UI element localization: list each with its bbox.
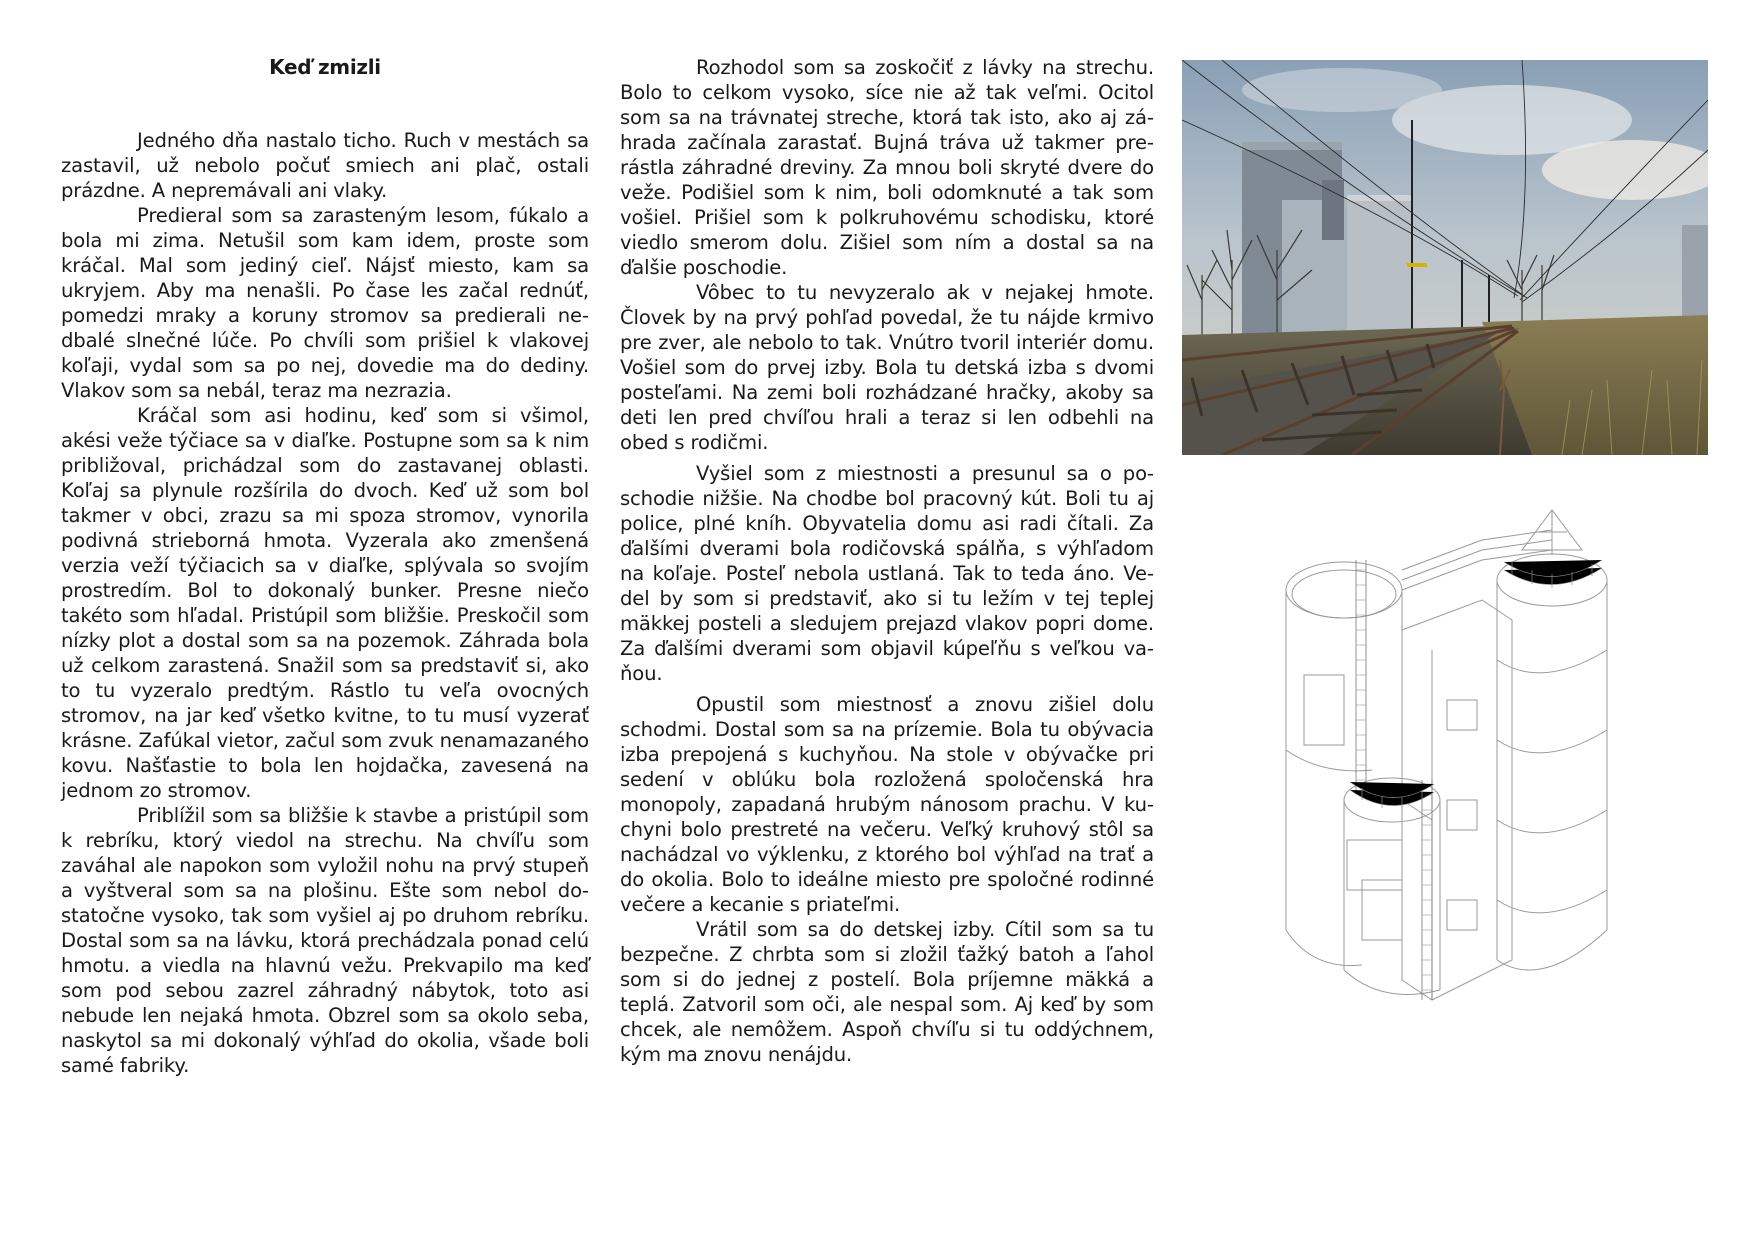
railway-photo bbox=[1182, 60, 1708, 455]
paragraph: Jedného dňa nastalo ticho. Ruch v mestách sa zastavil, už nebolo počuť smiech ani plač, ostali prázdne. A nepremávali ani vlaky. bbox=[61, 129, 589, 202]
building-drawing bbox=[1282, 500, 1642, 1025]
paragraph: Vyšiel som z miestnosti a presunul sa o poschodie nižšie. Na chodbe bol pracovný kút. Boli tu aj police, plné kníh. Obyvatelia domu asi radi čítali. Za ďalšími dverami bola rodičovská spálňa, s výhľadom na koľaje. Posteľ nebola ustlaná. Tak to teda áno. Vedel by som si predstaviť, ako si tu ležím v tej teplej mäkkej posteli a sledujem prejazd vlakov popri dome. Za ďalšími dverami som objavil kúpeľňu s veľkou vaňou. bbox=[620, 462, 1154, 685]
page-title: Keď zmizli bbox=[269, 55, 381, 79]
paragraph: Kráčal som asi hodinu, keď som si všimol, akési veže týčiace sa v diaľke. Postupne som sa k nim približoval, prichádzal som do zastavanej oblasti. Koľaj sa plynule rozšírila do dvoch. Keď už som bol takmer v obci, zrazu sa mi spoza stromov, vynorila podivná strieborná hmota. Vyzerala ako zmenšená verzia veží týčiacich sa v diaľke, splývala so svojím prostredím. Bol to dokonalý bunker. Presne niečo takéto som hľadal. Pristúpil som bližšie. Preskočil som nízky plot a dostal som sa na pozemok. Záhrada bola už celkom zarastená. Snažil som sa predstaviť si, ako to tu vyzeralo predtým. Rástlo tu veľa ovocných stromov, na jar keď všetko kvitne, to tu musí vyzerať krásne. Zafúkal vietor, začul som zvuk nenamazaného kovu. Našťastie to bola len hojdačka, zavesená na jednom zo stromov. bbox=[61, 404, 589, 802]
paragraph: Rozhodol som sa zoskočiť z lávky na strechu. Bolo to celkom vysoko, síce nie až tak veľmi. Ocitol som sa na trávnatej streche, ktorá tak isto, ako aj záhrada začínala zarastať. Bujná tráva už takmer prerástla záhradné dreviny. Za mnou boli skryté dvere do veže. Podišiel som k nim, boli odomknuté a tak som vošiel. Prišiel som k polkruhovému schodisku, ktoré viedlo smerom dolu. Zišiel som ním a dostal sa na ďalšie poschodie. bbox=[620, 56, 1154, 279]
left-text-column bbox=[61, 55, 589, 1078]
paragraph: Predieral som sa zarasteným lesom, fúkalo a bola mi zima. Netušil som kam idem, proste som kráčal. Mal som jediný cieľ. Nájsť miesto, kam sa ukryjem. Aby ma nenašli. Po čase les začal rednúť, pomedzi mraky a koruny stromov sa predierali nedbalé slnečné lúče. Po chvíli som prišiel k vlakovej koľaji, vydal som sa po nej, dovedie ma do dediny. Vlakov som sa nebál, teraz ma nezrazia. bbox=[61, 204, 589, 402]
paragraph: Vrátil som sa do detskej izby. Cítil som sa tu bezpečne. Z chrbta som si zložil ťažký batoh a ľahol som si do jednej z postelí. Bola príjemne mäkká a teplá. Zatvoril som oči, ale nespal som. Aj keď by som chcek, ale nemôžem. Aspoň chvíľu si tu oddýchnem, kým ma znovu nenájdu. bbox=[620, 918, 1154, 1066]
paragraph: Priblížil som sa bližšie k stavbe a pristúpil som k rebríku, ktorý viedol na strechu. Na chvíľu som zaváhal ale napokon som vyložil nohu na prvý stupeň a vyštveral som sa na plošinu. Ešte som nebol dostatočne vysoko, tak som vyšiel aj po druhom rebríku. Dostal som sa na lávku, ktorá prechádzala ponad celú hmotu. a viedla na hlavnú vežu. Prekvapilo ma keď som pod sebou zazrel záhradný nábytok, toto asi nebude len nejaká hmota. Obzrel som sa okolo seba, naskytol sa mi dokonalý výhľad do okolia, všade boli samé fabriky. bbox=[61, 804, 589, 1077]
paragraph: Vôbec to tu nevyzeralo ak v nejakej hmote. Človek by na prvý pohľad povedal, že tu nájde krmivo pre zver, ale nebolo to tak. Vnútro tvoril interiér domu. Vošiel som do prvej izby. Bola tu detská izba s dvomi posteľami. Na zemi boli rozhádzané hračky, akoby sa deti len pred chvíľou hrali a teraz si len odbehli na obed s rodičmi. bbox=[620, 281, 1154, 454]
paragraph: Opustil som miestnosť a znovu zišiel dolu schodmi. Dostal som sa na prízemie. Bola tu obývacia izba prepojená s kuchyňou. Na stole v obývačke pri sedení v oblúku bola rozložená spoločenská hra monopoly, zapadaná hrubým nánosom prachu. V kuchyni bolo prestreté na večeru. Veľký kruhový stôl sa nachádzal vo výklenku, z ktorého bol výhľad na trať a do okolia. Bolo to ideálne miesto pre spoločné rodinné večere a kecanie s priateľmi. bbox=[620, 693, 1154, 916]
middle-text-column bbox=[620, 55, 1154, 1067]
